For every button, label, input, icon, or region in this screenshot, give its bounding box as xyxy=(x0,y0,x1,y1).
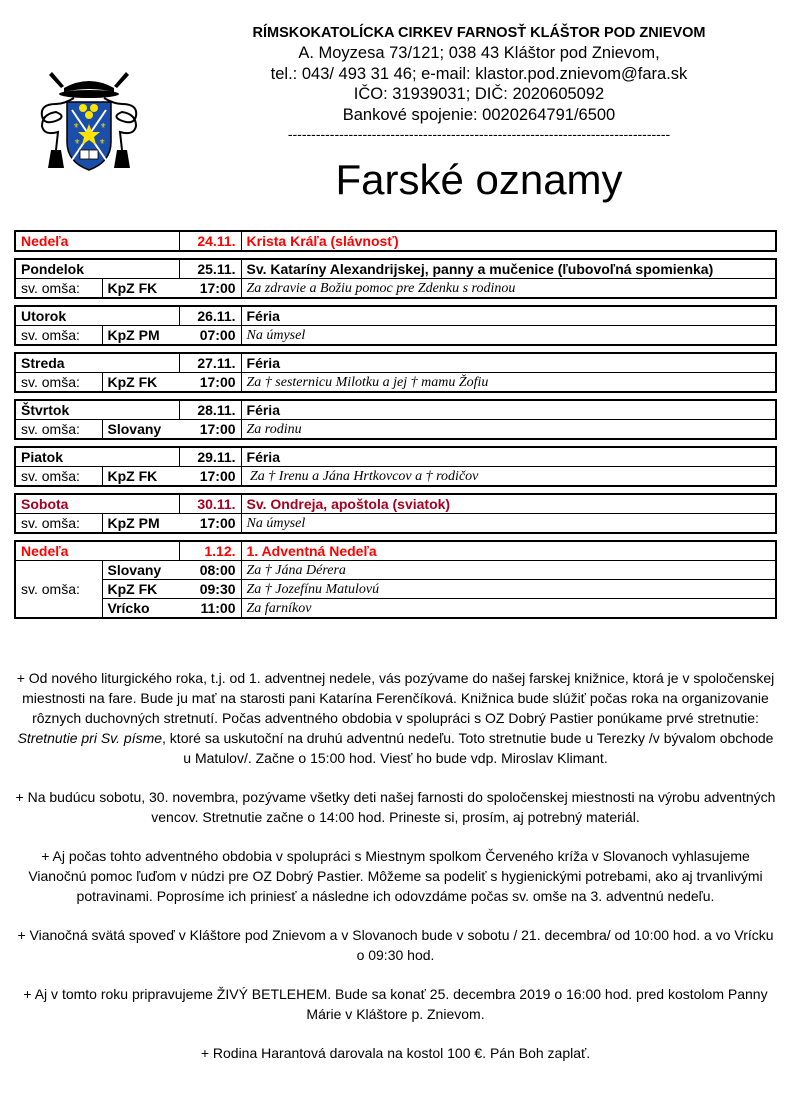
mass-time: 11:00 xyxy=(179,599,241,618)
mass-place: Slovany xyxy=(102,420,179,439)
announcement: + Na budúcu sobotu, 30. novembra, pozývame všetky deti našej farnosti do spoločenskej miestnosti na výrobu adventných vencov. Stretnutie začne o 14:00 hod. Prineste si, prosím, aj potrebný materiál. xyxy=(15,789,776,825)
day-date: 29.11. xyxy=(179,448,241,467)
mass-intention: Na úmysel xyxy=(241,514,775,533)
day-celebration: Sv. Kataríny Alexandrijskej, panny a mučenice (ľubovoľná spomienka) xyxy=(241,260,775,279)
announcement-text: + Od nového liturgického roka, t.j. od 1. adventnej nedele, vás pozývame do našej farskej knižnice, ktorá je v spoločenskej miestnosti na fare. Bude ju mať na starosti pani Katarína Ferenčíková. Knižnica bude slúžiť počas roka na organizovanie rôznych duchovných stretnutí. Počas adventného obdobia v spolupráci s OZ Dobrý Pastier ponúkame prvé stretnutie: xyxy=(16,670,775,726)
day-block xyxy=(14,258,777,299)
day-header-row xyxy=(16,401,775,420)
mass-intention: Za zdravie a Božiu pomoc pre Zdenku s rodinou xyxy=(241,279,775,298)
day-header-row xyxy=(16,307,775,326)
day-name: Piatok xyxy=(21,448,64,465)
mass-time: 09:30 xyxy=(179,580,241,599)
bank-account: Bankové spojenie: 0020264791/6500 xyxy=(342,105,616,124)
mass-label: sv. omša: xyxy=(16,326,102,345)
mass-row xyxy=(16,561,775,580)
header-separator: ---------------------------------------------------------------------------------- xyxy=(287,127,671,141)
day-date: 1.12. xyxy=(179,542,241,561)
day-name: Štvrtok xyxy=(21,401,70,418)
announcements xyxy=(14,668,777,1082)
contact-info: tel.: 043/ 493 31 46; e-mail: klastor.pod.znievom@fara.sk xyxy=(270,64,688,83)
day-header-row xyxy=(16,495,775,514)
day-name: Nedeľa xyxy=(21,542,69,559)
mass-intention: Za † sesternicu Milotku a jej † mamu Žofiu xyxy=(241,373,775,392)
svg-text:⚜: ⚜ xyxy=(74,138,81,146)
day-header-row xyxy=(16,542,775,561)
announcement-emphasis: Stretnutie pri Sv. písme xyxy=(17,730,163,746)
mass-time: 17:00 xyxy=(179,279,241,298)
mass-place: KpZ FK xyxy=(102,279,179,298)
announcement: + Aj v tomto roku pripravujeme ŽIVÝ BETLEHEM. Bude sa konať 25. decembra 2019 o 16:00 hod. pred kostolom Panny Márie v Kláštore p. Znievom. xyxy=(23,986,768,1022)
svg-text:⚜: ⚜ xyxy=(100,122,107,130)
mass-intention: Za † Jána Dérera xyxy=(241,561,775,580)
announcement: + Rodina Harantová darovala na kostol 100 €. Pán Boh zaplať. xyxy=(200,1045,591,1061)
mass-place: KpZ FK xyxy=(102,467,179,486)
mass-place: Vrícko xyxy=(102,599,179,618)
mass-row xyxy=(16,420,775,439)
mass-row xyxy=(16,279,775,298)
day-name: Utorok xyxy=(21,307,67,324)
day-block xyxy=(14,446,777,487)
announcement: + Aj počas tohto adventného obdobia v spolupráci s Miestnym spolkom Červeného kríža v Slovanoch vyhlasujeme Vianočnú pomoc ľuďom v núdzi pre OZ Dobrý Pastier. Môžeme sa podeliť s hygienickými potrebami, ako aj trvanlivými potravinami. Poprosíme ich priniesť a následne ich odovzdáme počas sv. omše na 3. adventnú nedeľu. xyxy=(28,848,763,904)
day-header-row xyxy=(16,448,775,467)
day-block xyxy=(14,230,777,252)
day-date: 24.11. xyxy=(179,232,241,250)
mass-time: 07:00 xyxy=(179,326,241,345)
day-block xyxy=(14,493,777,534)
day-date: 27.11. xyxy=(179,354,241,373)
day-header-row xyxy=(16,354,775,373)
day-name: Streda xyxy=(21,354,65,371)
day-block xyxy=(14,352,777,393)
mass-label: sv. omša: xyxy=(16,373,102,392)
mass-label: sv. omša: xyxy=(16,467,102,486)
address: A. Moyzesa 73/121; 038 43 Kláštor pod Znievom, xyxy=(298,44,660,62)
mass-schedule xyxy=(14,230,777,625)
mass-intention: Na úmysel xyxy=(241,326,775,345)
mass-row xyxy=(16,373,775,392)
mass-place: Slovany xyxy=(102,561,179,580)
day-block xyxy=(14,540,777,619)
mass-intention: Za † Jozefínu Matulovú xyxy=(241,580,775,599)
mass-place: KpZ PM xyxy=(102,514,179,533)
day-block xyxy=(14,305,777,346)
mass-intention: Za † Irenu a Jána Hrtkovcov a † rodičov xyxy=(241,467,775,486)
day-celebration: Féria xyxy=(241,401,775,420)
mass-label: sv. omša: xyxy=(16,561,102,618)
mass-time: 17:00 xyxy=(179,467,241,486)
mass-row xyxy=(16,326,775,345)
mass-place: KpZ PM xyxy=(102,326,179,345)
mass-label: sv. omša: xyxy=(16,420,102,439)
day-celebration: Féria xyxy=(241,448,775,467)
svg-text:⚜: ⚜ xyxy=(73,122,80,130)
announcement: + Vianočná svätá spoveď v Kláštore pod Znievom a v Slovanoch bude v sobotu / 21. decembra/ od 10:00 hod. a vo Vrícku o 09:30 hod. xyxy=(17,927,774,963)
day-date: 26.11. xyxy=(179,307,241,326)
announcement-text: , ktoré sa uskutoční na druhú adventnú nedeľu. Toto stretnutie bude u Terezky /v bývalom obchode u Matulov/. Začne o 15:00 hod. Viesť ho bude vdp. Miroslav Klimant. xyxy=(162,730,774,766)
coat-of-arms-icon xyxy=(34,64,144,176)
mass-row xyxy=(16,599,775,618)
mass-row xyxy=(16,580,775,599)
day-celebration: Féria xyxy=(241,307,775,326)
day-celebration: Féria xyxy=(241,354,775,373)
mass-time: 17:00 xyxy=(179,373,241,392)
day-block xyxy=(14,399,777,440)
mass-time: 17:00 xyxy=(179,420,241,439)
svg-text:⚜: ⚜ xyxy=(99,138,106,146)
day-date: 28.11. xyxy=(179,401,241,420)
parish-header xyxy=(214,24,744,141)
organization-name: RÍMSKOKATOLÍCKA CIRKEV FARNOSŤ KLÁŠTOR POD ZNIEVOM xyxy=(252,25,706,41)
day-celebration: Krista Kráľa (slávnosť) xyxy=(241,232,775,250)
day-celebration: Sv. Ondreja, apoštola (sviatok) xyxy=(241,495,775,514)
mass-label: sv. omša: xyxy=(16,279,102,298)
announcement xyxy=(14,668,777,768)
day-name: Pondelok xyxy=(21,260,85,277)
mass-place: KpZ FK xyxy=(102,373,179,392)
mass-time: 17:00 xyxy=(179,514,241,533)
mass-intention: Za rodinu xyxy=(241,420,775,439)
company-ids: IČO: 31939031; DIČ: 2020605092 xyxy=(353,85,605,103)
mass-place: KpZ FK xyxy=(102,580,179,599)
mass-time: 08:00 xyxy=(179,561,241,580)
mass-label: sv. omša: xyxy=(16,514,102,533)
mass-row xyxy=(16,467,775,486)
day-header-row xyxy=(16,260,775,279)
day-name: Nedeľa xyxy=(21,232,69,249)
day-celebration: 1. Adventná Nedeľa xyxy=(241,542,775,561)
day-date: 25.11. xyxy=(179,260,241,279)
day-name: Sobota xyxy=(21,495,69,512)
day-header-row xyxy=(16,232,775,250)
page-title: Farské oznamy xyxy=(335,156,623,203)
mass-row xyxy=(16,514,775,533)
mass-intention: Za farníkov xyxy=(241,599,775,618)
day-date: 30.11. xyxy=(179,495,241,514)
parish-coat-of-arms xyxy=(34,64,144,176)
